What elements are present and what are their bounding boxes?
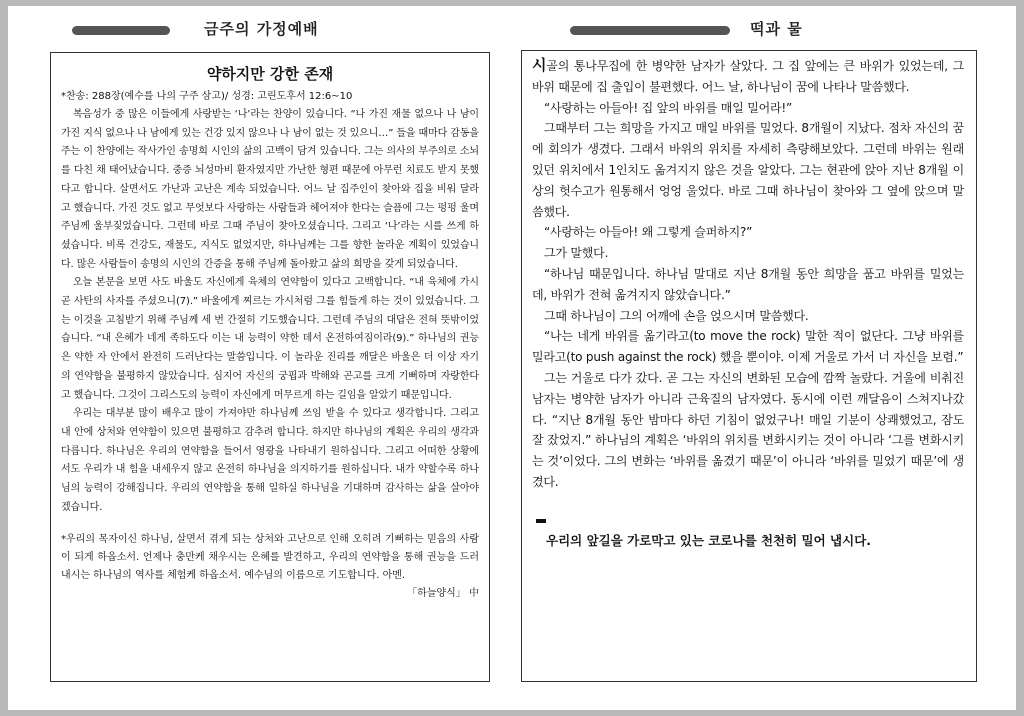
right-header-bar <box>570 26 730 35</box>
story-box <box>521 50 977 682</box>
source-credit: 「하늘양식」 中 <box>407 588 479 600</box>
story-paragraph: 그는 거울로 다가 갔다. 곧 그는 자신의 변화된 모습에 깜짝 놀랐다. 거울에 비춰진 남자는 병약한 남자가 아니라 근육질의 남자였다. 동시에 이런 깨달음이 스쳐지나갔다. “지난 8개월 동안 밤마다 하던 기침이 없었구나! 매일 기분이 상쾌했었고, 잠도 잘 잤었지.” 하나님의 계획은 ‘바위의 위치를 변화시키는 것이 아니라 ‘그를 변화시키는 것’이었다. 그의 변화는 ‘바위를 옮겼기 때문’이 아니라 ‘바위를 밀었기 때문’에 생겼다. <box>532 370 964 489</box>
sermon-paragraph: 오늘 본문을 보면 사도 바울도 자신에게 육체의 연약함이 있다고 고백합니다. “내 육체에 가시 곧 사탄의 사자를 주셨으니(7).” 바울에게 찌르는 가시처럼 그를 힘들게 하는 것이 있었습니다. 그는 이것을 고침받기 위해 주님께 세 번 간절히 기도했습니다. 그런데 주님의 대답은 전혀 뜻밖이었습니다. “내 은혜가 네게 족하도다 이는 내 능력이 약한 데서 온전하여짐이라(9).” 하나님의 권능은 약한 자 안에서 완전히 드러난다는 말씀입니다. 이 놀라운 진리를 깨달은 바울은 더 이상 자기의 연약함을 불평하지 않았습니다. 심지어 자신의 궁핍과 박해와 곤고를 크게 기뻐하며 자랑한다고 했습니다. 그것이 그리스도의 능력이 자신에게 머무르게 하는 길임을 알았기 때문입니다. <box>61 277 479 401</box>
sermon-box <box>50 52 490 682</box>
story-paragraph: “사랑하는 아들아! 왜 그렇게 슬퍼하지?” <box>544 225 753 240</box>
bulletin-page <box>8 6 1016 710</box>
prayer-text: *우리의 목자이신 하나님, 살면서 겪게 되는 상처와 고난으로 인해 오히려 기뻐하는 믿음의 사람이 되게 하옵소서. 언제나 충만케 채우시는 은혜를 발견하고, 우리의 연약함을 통해 권능을 드러내시는 하나님의 역사를 체험케 하옵소서. 예수님의 이름으로 기도합니다. 아멘. <box>61 534 479 582</box>
sermon-paragraph: 우리는 대부분 많이 배우고 많이 가져야만 하나님께 쓰임 받을 수 있다고 생각합니다. 그리고 내 안에 상처와 연약함이 있으면 불평하고 감추려 합니다. 하지만 하나님의 계획은 우리의 생각과 다릅니다. 하나님은 우리의 연약함을 들어서 영광을 나타내기 원하십니다. 그리고 어떠한 상황에서도 우리가 내 힘을 내세우지 않고 온전히 하나님을 의지하기를 원하십니다. 내가 약할수록 하나님의 능력이 강해집니다. 우리의 연약함을 통해 일하실 하나님을 기대하며 감사하는 삶을 살아야겠습니다. <box>61 408 479 513</box>
section-dash-icon <box>536 519 546 523</box>
left-header-bar <box>72 26 170 35</box>
story-paragraph <box>532 55 964 98</box>
dropcap: 시 <box>532 56 547 74</box>
story-paragraph: 그가 말했다. <box>544 246 609 261</box>
story-paragraph-text: 골의 통나무집에 한 병약한 남자가 살았다. 그 집 앞에는 큰 바위가 있었는데, 그 바위 때문에 집 출입이 불편했다. 어느 날, 하나님이 꿈에 나타나 말씀했다. <box>532 59 964 94</box>
closing-line: 우리의 앞길을 가로막고 있는 코로나를 천천히 밀어 냅시다. <box>546 532 872 548</box>
story-paragraph: “나는 네게 바위를 옮기라고(to move the rock) 말한 적이 없단다. 그냥 바위를 밀라고(to push against the rock) 했을 뿐이야. 이제 거울로 가서 너 자신을 보렴.” <box>532 329 964 365</box>
sermon-paragraph: 복음성가 중 많은 이들에게 사랑받는 ‘나’라는 찬양이 있습니다. “나 가진 재물 없으나 나 남이 가진 지식 없으나 나 남에게 있는 건강 있지 않으나 나 남이 없는 것 있으니…” 들을 때마다 감동을 주는 이 찬양에는 작사가인 송명희 시인의 삶의 고백이 담겨 있습니다. 그는 의사의 부주의로 소뇌를 다친 채 태어났습니다. 중증 뇌성마비 환자였지만 가난한 형편 때문에 아무런 치료도 받지 못했다고 합니다. 살면서도 가난과 고난은 계속 되었습니다. 어느 날 집주인이 찾아와 집을 비워 달라고 했습니다. 가진 것도 없고 무엇보다 사랑하는 사람들과 헤어져야 한다는 슬픔에 그는 펑펑 울며 주님께 울부짖었습니다. 그런데 바로 그때 주님이 찾아오셨습니다. 그리고 ‘나’라는 시를 쓰게 하셨습니다. 비록 건강도, 재물도, 지식도 없었지만, 하나님께는 그를 향한 놀라운 계획이 있었습니다. 많은 사람들이 송명의 시인의 간증을 통해 주님께 돌아왔고 삶의 희망을 갖게 되었습니다. <box>61 109 479 270</box>
right-header-title: 떡과 물 <box>750 20 803 38</box>
left-header-title: 금주의 가정예배 <box>204 20 319 38</box>
story-paragraph: 그때부터 그는 희망을 가지고 매일 바위를 밀었다. 8개월이 지났다. 점차 자신의 꿈에 회의가 생겼다. 그래서 바위의 위치를 자세히 측량해보았다. 그런데 바위는 원래 있던 위치에서 1인치도 옮겨지지 않은 것을 알았다. 그는 현관에 앉아 지난 8개월 이상의 헛수고가 원통해서 엉엉 울었다. 바로 그때 하나님이 찾아와 그 옆에 앉으며 말씀했다. <box>532 121 964 219</box>
story-paragraph: “사랑하는 아들아! 집 앞의 바위를 매일 밀어라!” <box>544 100 792 115</box>
sermon-title: 약하지만 강한 존재 <box>206 65 334 83</box>
story-paragraph: 그때 하나님이 그의 어깨에 손을 얹으시며 말씀했다. <box>544 308 809 323</box>
sermon-meta: *찬송: 288장(예수를 나의 구주 삼고)/ 성경: 고린도후서 12:6~10 <box>61 91 353 102</box>
story-paragraph: “하나님 때문입니다. 하나님 말대로 지난 8개월 동안 희망을 품고 바위를 밀었는데, 바위가 전혀 옮겨지지 않았습니다.” <box>532 266 964 302</box>
